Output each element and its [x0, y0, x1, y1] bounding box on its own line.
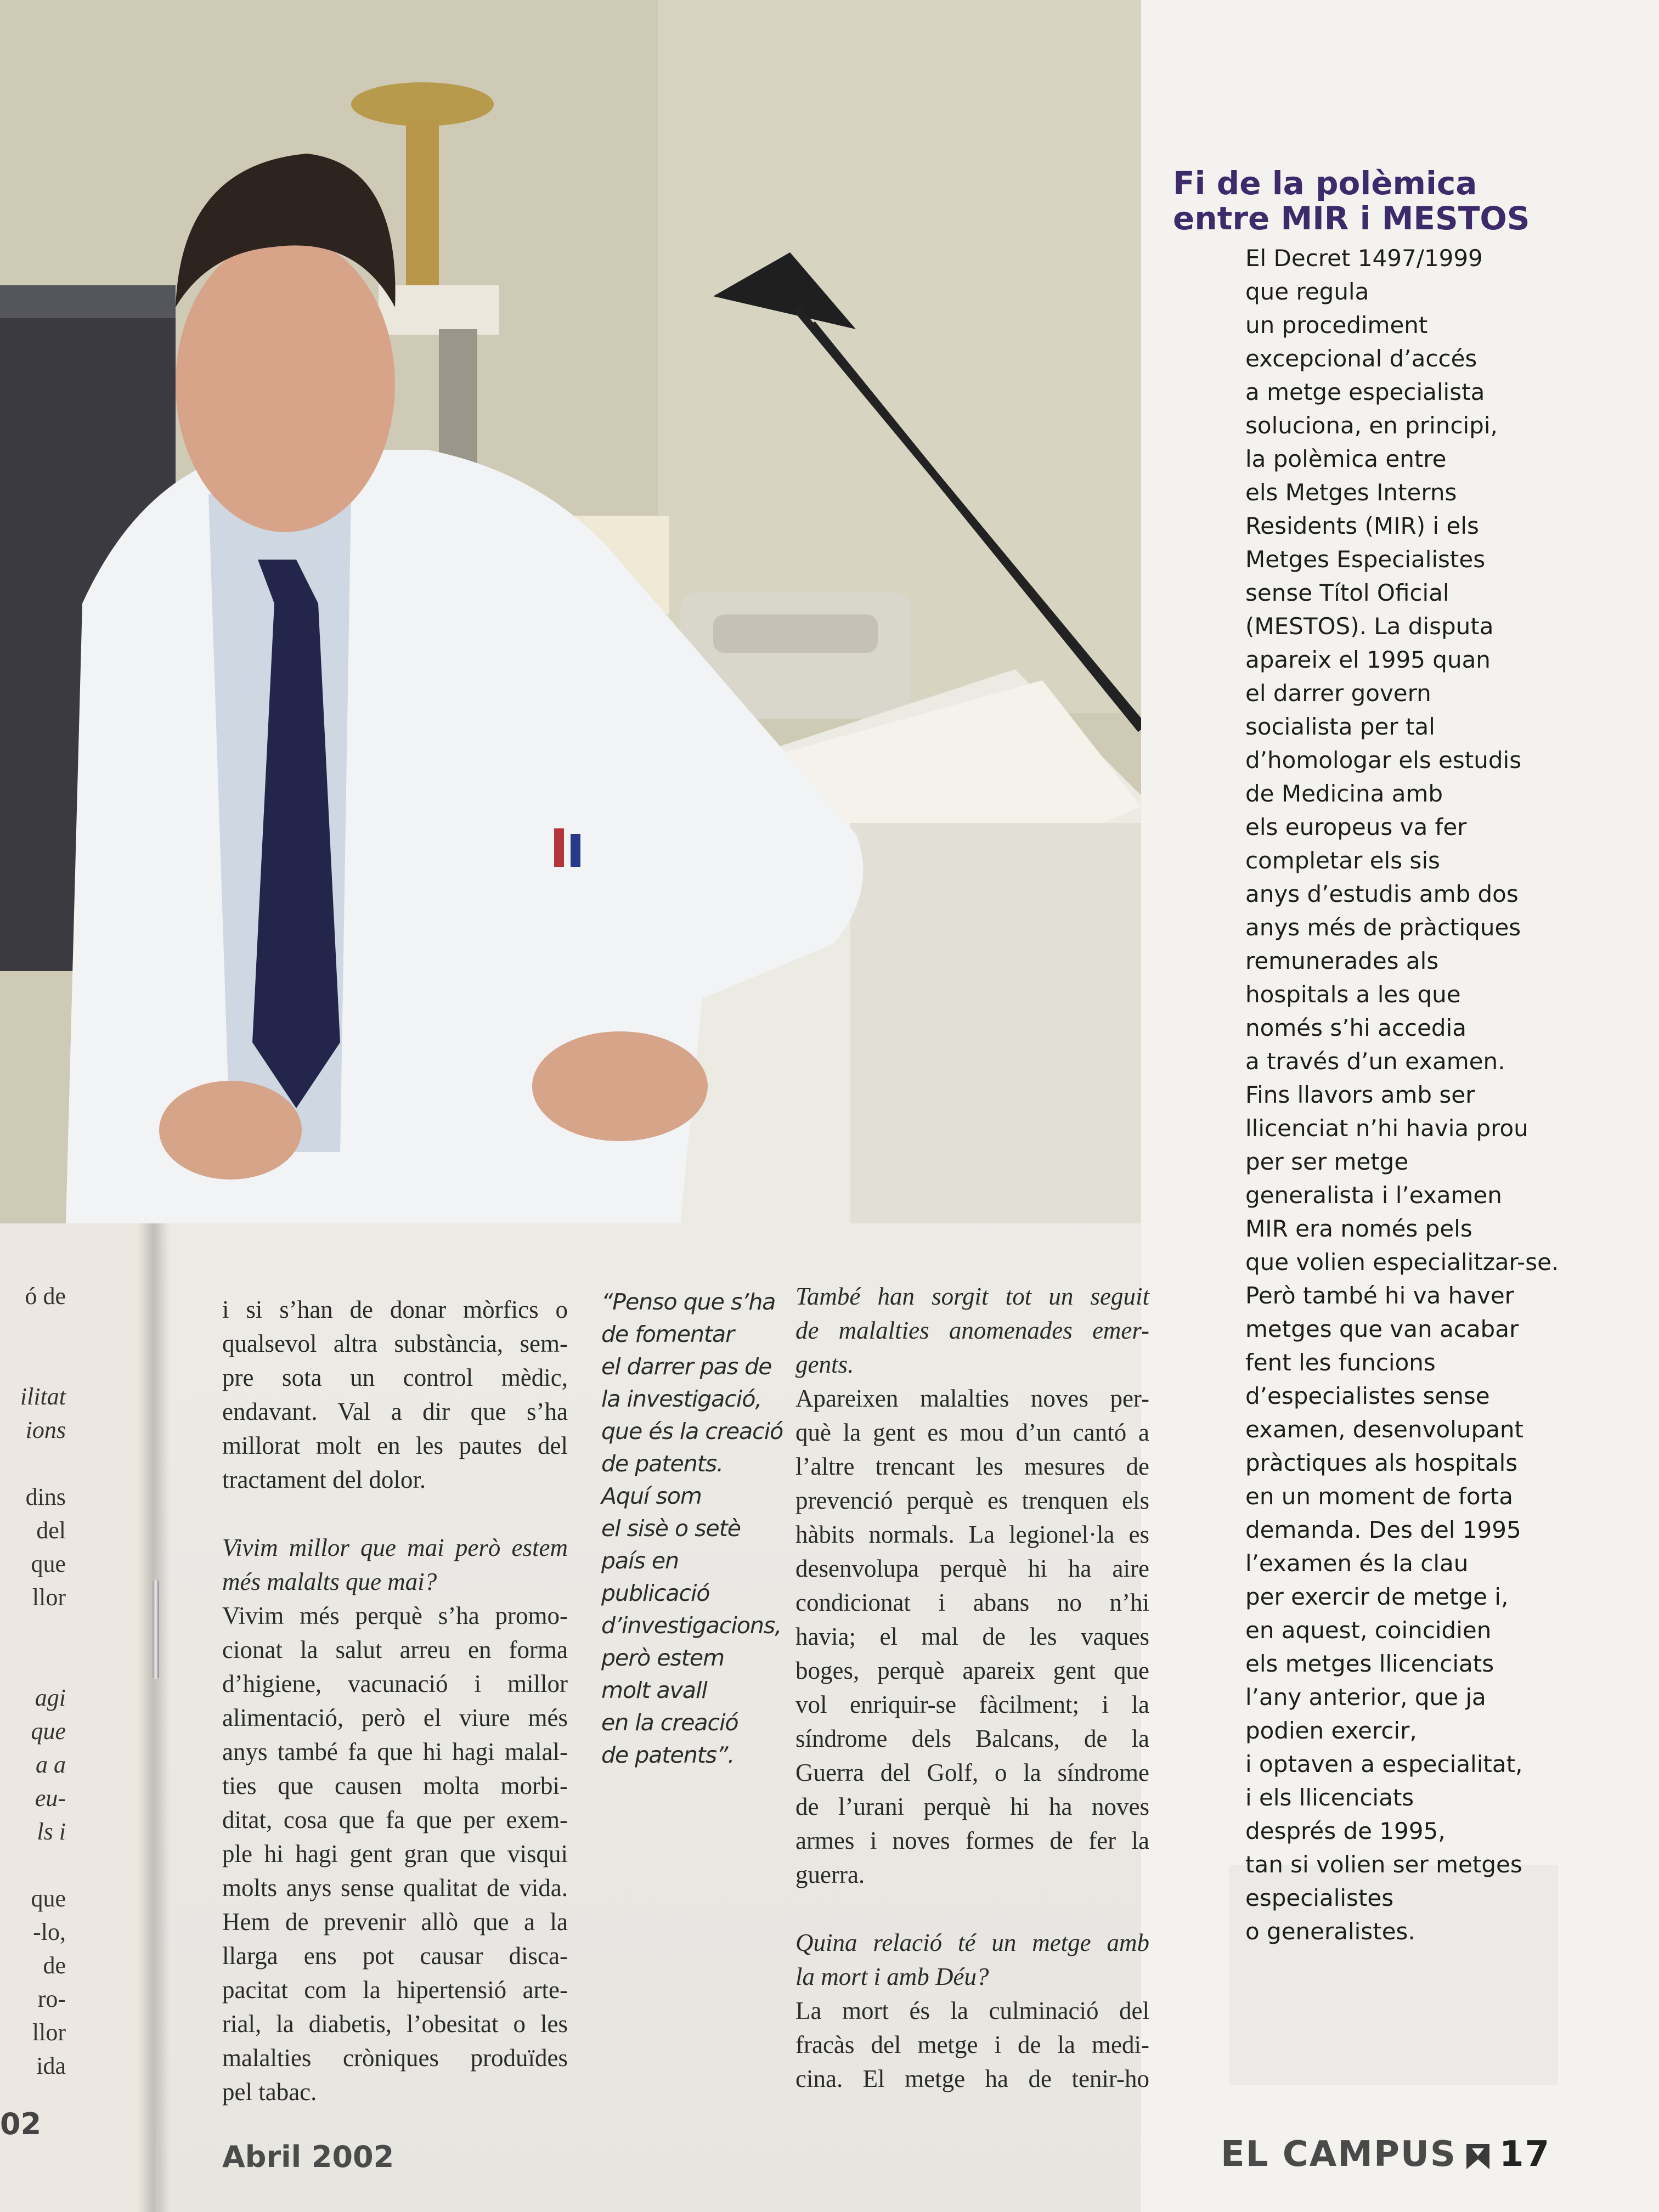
sidebar-body: [1245, 241, 1596, 1948]
sidebar-line: especialistes: [1245, 1884, 1394, 1911]
body-line: cionat la salut arreu en forma: [222, 1636, 568, 1663]
pull-quote-line: Aquí som: [601, 1483, 702, 1509]
body-line: Vivim més perquè s’ha promo-: [222, 1602, 568, 1629]
body-line: rial, la diabetis, l’obesitat o les: [222, 2010, 568, 2038]
sidebar-line: demanda. Des del 1995: [1245, 1516, 1521, 1543]
left-page-fragments: [0, 1279, 66, 2083]
body-line: endavant. Val a dir que s’ha: [222, 1398, 568, 1425]
sidebar-line: o generalistes.: [1245, 1918, 1415, 1945]
sidebar-line: un procediment: [1245, 312, 1428, 338]
intro-line: També han sorgit tot un seguit: [795, 1283, 1149, 1310]
pull-quote-line: de patents.: [601, 1451, 724, 1477]
sidebar-line: llicenciat n’hi havia prou: [1245, 1115, 1528, 1142]
footer-folio: [1221, 2134, 1550, 2175]
fragment-line: -lo,: [33, 1918, 66, 1945]
staple: [153, 1580, 159, 1679]
sidebar-line: per ser metge: [1245, 1148, 1409, 1175]
campus-logo-icon: [1466, 2144, 1489, 2169]
sidebar-line: en un moment de forta: [1245, 1483, 1514, 1510]
sidebar-line: per exercir de metge i,: [1245, 1583, 1509, 1610]
sidebar-line: el darrer govern: [1245, 680, 1431, 707]
body-line: síndrome dels Balcans, de la: [795, 1725, 1149, 1752]
fragment-line: llor: [32, 2019, 66, 2046]
fragment-line: que: [31, 1885, 66, 1912]
sidebar-line: els Metges Interns: [1245, 479, 1457, 506]
body-line: ditat, cosa que fa que per exem-: [222, 1806, 568, 1833]
fragment-line: ls i: [37, 1818, 66, 1845]
pull-quote: [601, 1286, 783, 1771]
fragment-line: [0, 1614, 66, 1647]
pull-quote-line: el darrer pas de: [601, 1353, 772, 1380]
sidebar-line: anys d’estudis amb dos: [1245, 881, 1519, 907]
sidebar-line: anys més de pràctiques: [1245, 914, 1521, 941]
body-line: guerra.: [795, 1861, 865, 1888]
pull-quote-line: molt avall: [601, 1677, 707, 1703]
sidebar-line: que regula: [1245, 278, 1369, 305]
sidebar-line: podien exercir,: [1245, 1717, 1417, 1744]
body-line: La mort és la culminació del: [795, 1997, 1149, 2024]
pull-quote-line: publicació: [601, 1580, 710, 1606]
body-line: pre sota un control mèdic,: [222, 1364, 568, 1391]
sidebar-line: generalista i l’examen: [1245, 1182, 1502, 1209]
portrait-photo: [0, 0, 1141, 1223]
issue-date: Abril 2002: [222, 2140, 394, 2174]
sidebar-line: i els llicenciats: [1245, 1784, 1414, 1811]
pull-quote-line: però estem: [601, 1645, 725, 1671]
sidebar-line: de Medicina amb: [1245, 780, 1443, 807]
previous-page-number: 02: [0, 2107, 42, 2141]
pull-quote-line: en la creació: [601, 1709, 738, 1736]
body-line: havia; el mal de les vaques: [795, 1623, 1149, 1650]
fragment-line: ida: [36, 2052, 66, 2079]
body-line: boges, perquè apareix gent que: [795, 1657, 1149, 1684]
question-line: més malalts que mai?: [222, 1568, 437, 1595]
sidebar-line: Fins llavors amb ser: [1245, 1081, 1475, 1108]
question-line: Vivim millor que mai però estem: [222, 1534, 568, 1561]
body-line: i si s’han de donar mòrfics o: [222, 1296, 568, 1323]
sidebar-line: d’especialistes sense: [1245, 1383, 1490, 1409]
fragment-line: [0, 1313, 66, 1346]
sidebar-title: Fi de la polèmica entre MIR i MESTOS: [1173, 165, 1530, 237]
pull-quote-line: el sisè o setè: [601, 1515, 741, 1542]
body-line: condicionat i abans no n’hi: [795, 1589, 1149, 1616]
body-line: d’higiene, vacunació i millor: [222, 1670, 568, 1697]
intro-line: de malalties anomenades emer-: [795, 1317, 1149, 1344]
fragment-line: del: [36, 1517, 66, 1544]
body-line: què la gent es mou d’un cantó a: [795, 1419, 1149, 1446]
sidebar-line: apareix el 1995 quan: [1245, 646, 1491, 673]
body-line: armes i noves formes de fer la: [795, 1827, 1149, 1854]
sidebar-line: d’homologar els estudis: [1245, 747, 1522, 774]
body-line: pacitat com la hipertensió arte-: [222, 1976, 568, 2004]
sidebar-line: metges que van acabar: [1245, 1316, 1519, 1342]
article-column-1: [222, 1293, 568, 2109]
fragment-line: [0, 1647, 66, 1681]
page-number: 17: [1499, 2134, 1550, 2175]
sidebar-line: els europeus va fer: [1245, 814, 1467, 840]
magazine-name: EL CAMPUS: [1221, 2134, 1457, 2175]
fragment-line: agi: [35, 1684, 66, 1711]
sidebar-line: sense Títol Oficial: [1245, 579, 1449, 606]
pull-quote-line: la investigació,: [601, 1386, 762, 1412]
sidebar-line: pràctiques als hospitals: [1245, 1449, 1518, 1476]
intro-line: gents.: [795, 1351, 854, 1378]
sidebar-line: només s’hi accedia: [1245, 1014, 1466, 1041]
body-line: l’altre trencant les mesures de: [795, 1453, 1149, 1480]
sidebar-line: examen, desenvolupant: [1245, 1416, 1523, 1443]
sidebar-line: la polèmica entre: [1245, 445, 1447, 472]
sidebar-line: que volien especialitzar-se.: [1245, 1249, 1559, 1276]
body-line: vol enriquir-se fàcilment; i la: [795, 1691, 1149, 1718]
fragment-line: que: [31, 1550, 66, 1577]
fragment-line: [0, 1447, 66, 1480]
pull-quote-line: que és la creació: [601, 1418, 783, 1444]
body-line: anys també fa que hi hagi malal-: [222, 1738, 568, 1765]
pull-quote-line: de patents”.: [601, 1742, 735, 1768]
sidebar-line: excepcional d’accés: [1245, 345, 1477, 372]
question-line: Quina relació té un metge amb: [795, 1929, 1149, 1956]
sidebar-line: hospitals a les que: [1245, 981, 1461, 1008]
sidebar-line: l’examen és la clau: [1245, 1550, 1469, 1577]
article-column-3: [795, 1279, 1149, 2096]
pull-quote-line: “Penso que s’ha: [601, 1289, 776, 1315]
body-line: qualsevol altra substància, sem-: [222, 1330, 568, 1357]
body-line: de l’urani perquè hi ha noves: [795, 1793, 1149, 1820]
pull-quote-line: país en: [601, 1548, 679, 1574]
sidebar-line: El Decret 1497/1999: [1245, 245, 1483, 272]
fragment-line: a a: [36, 1751, 66, 1778]
body-line: desenvolupa perquè hi ha aire: [795, 1555, 1149, 1582]
sidebar-line: fent les funcions: [1245, 1349, 1436, 1376]
sidebar-line: completar els sis: [1245, 847, 1440, 874]
sidebar-line: l’any anterior, que ja: [1245, 1684, 1486, 1711]
body-line: millorat molt en les pautes del: [222, 1432, 568, 1459]
sidebar-line: MIR era només pels: [1245, 1215, 1472, 1242]
sidebar-line: els metges llicenciats: [1245, 1650, 1494, 1677]
fragment-line: ions: [25, 1417, 66, 1443]
fragment-line: que: [31, 1718, 66, 1745]
body-line: pel tabac.: [222, 2078, 317, 2106]
body-line: molts anys sense qualitat de vida.: [222, 1874, 568, 1901]
fragment-line: llor: [32, 1584, 66, 1611]
sidebar-line: remunerades als: [1245, 947, 1439, 974]
fragment-line: dins: [25, 1483, 66, 1510]
fragment-line: ilitat: [20, 1383, 66, 1410]
body-line: ple hi hagi gent gran que visqui: [222, 1840, 568, 1867]
sidebar-line: a metge especialista: [1245, 379, 1485, 405]
body-line: alimentació, però el viure més: [222, 1704, 568, 1731]
sidebar-line: soluciona, en principi,: [1245, 412, 1498, 439]
sidebar-line: tan si volien ser metges: [1245, 1851, 1522, 1878]
body-line: hàbits normals. La legionel·la es: [795, 1521, 1149, 1548]
sidebar-line: en aquest, coincidien: [1245, 1617, 1492, 1644]
sidebar-line: Però també hi va haver: [1245, 1282, 1514, 1309]
fragment-line: ó de: [25, 1283, 66, 1310]
body-line: Guerra del Golf, o la síndrome: [795, 1759, 1149, 1786]
fragment-line: [0, 1848, 66, 1882]
fragment-line: eu-: [35, 1785, 66, 1812]
body-line: fracàs del metge i de la medi-: [795, 2031, 1149, 2058]
sidebar-line: Residents (MIR) i els: [1245, 512, 1479, 539]
fragment-line: ro-: [37, 1985, 66, 2012]
fragment-line: de: [43, 1952, 66, 1979]
body-line: ties que causen molta morbi-: [222, 1772, 568, 1799]
sidebar-line: socialista per tal: [1245, 713, 1435, 740]
body-line: cina. El metge ha de tenir-ho: [795, 2065, 1149, 2092]
sidebar-line: a través d’un examen.: [1245, 1048, 1505, 1075]
pull-quote-line: d’investigacions,: [601, 1612, 782, 1639]
sidebar-line: (MESTOS). La disputa: [1245, 613, 1494, 640]
body-line: llarga ens pot causar disca-: [222, 1942, 568, 1970]
sidebar-line: després de 1995,: [1245, 1818, 1446, 1844]
body-line: prevenció perquè es trenquen els: [795, 1487, 1149, 1514]
body-line: malalties cròniques produïdes: [222, 2044, 568, 2072]
body-line: Hem de prevenir allò que a la: [222, 1908, 568, 1936]
body-line: tractament del dolor.: [222, 1466, 426, 1493]
sidebar-line: Metges Especialistes: [1245, 546, 1486, 573]
sidebar-line: i optaven a especialitat,: [1245, 1751, 1523, 1778]
fragment-line: [0, 1346, 66, 1380]
body-line: Apareixen malalties noves per-: [795, 1385, 1149, 1412]
pull-quote-line: de fomentar: [601, 1321, 735, 1347]
question-line: la mort i amb Déu?: [795, 1963, 989, 1990]
